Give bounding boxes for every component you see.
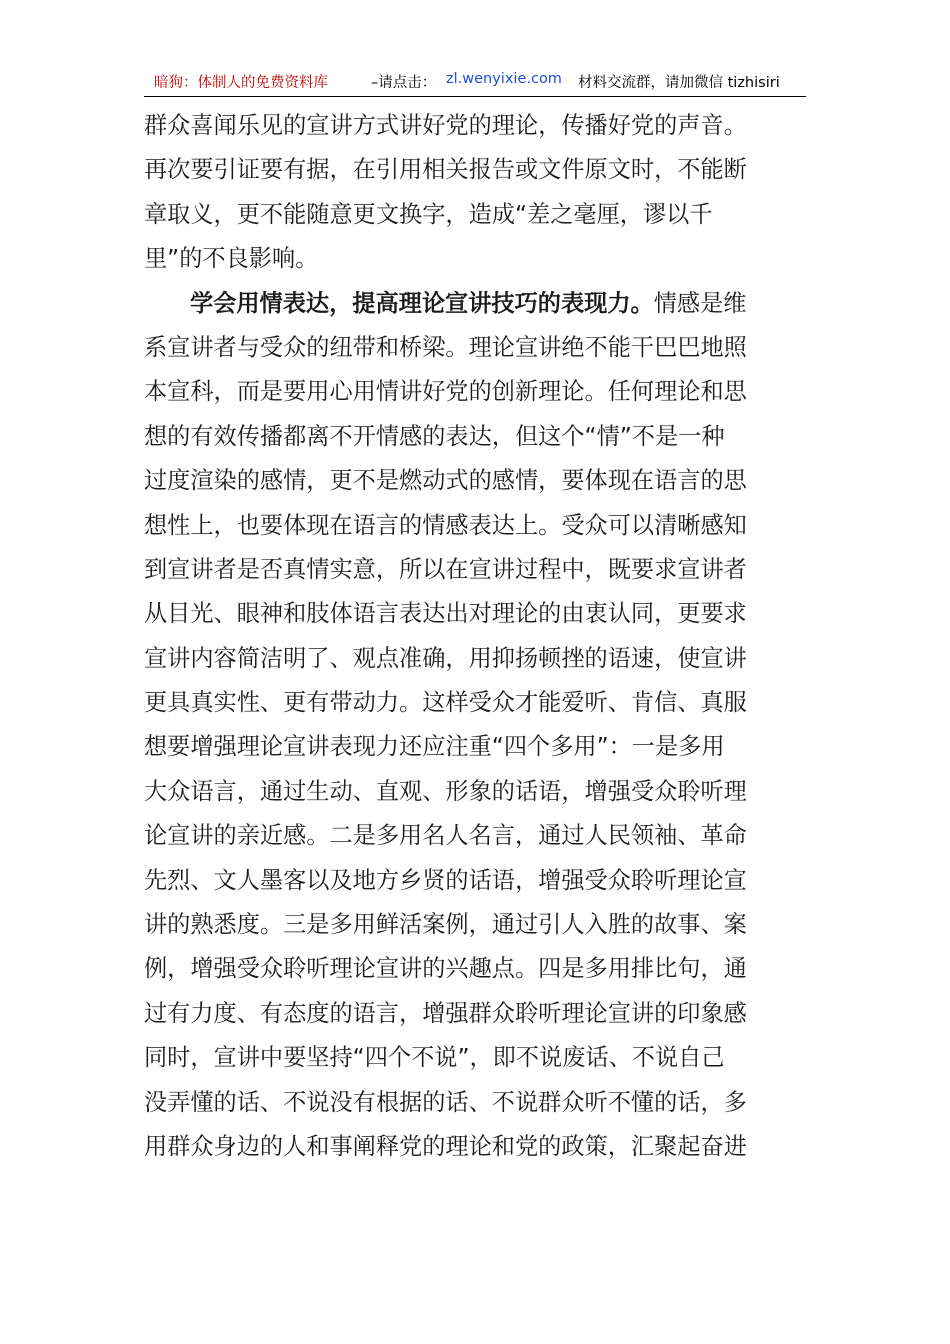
text-line: 先烈、文人墨客以及地方乡贤的话语，增强受众聆听理论宣 — [144, 866, 747, 894]
text-line: 想的有效传播都离不开情感的表达，但这个“情”不是一种 — [144, 422, 725, 450]
text-line: 例，增强受众聆听理论宣讲的兴趣点。四是多用排比句，通 — [144, 955, 747, 983]
text-line: 论宣讲的亲近感。二是多用名人名言，通过人民领袖、革命 — [144, 822, 747, 850]
text-line: 用群众身边的人和事阐释党的理论和党的政策，汇聚起奋进 — [144, 1132, 747, 1160]
header-brand: 暗狗：体制人的免费资料库 — [154, 75, 328, 91]
text-line: 同时，宣讲中要坚持“四个不说”，即不说废话、不说自己 — [144, 1044, 725, 1072]
header-wechat-info: 材料交流群，请加微信 tizhisiri — [578, 75, 780, 91]
text-line: 再次要引证要有据，在引用相关报告或文件原文时，不能断 — [144, 156, 747, 184]
text-line: 本宣科，而是要用心用情讲好党的创新理论。任何理论和思 — [144, 378, 747, 406]
text-line: 讲的熟悉度。三是多用鲜活案例，通过引人入胜的故事、案 — [144, 911, 747, 939]
paragraph-bold-lead: 学会用情表达，提高理论宣讲技巧的表现力。 — [190, 289, 654, 317]
text-line: 大众语言，通过生动、直观、形象的话语，增强受众聆听理 — [144, 777, 747, 805]
text-line: 系宣讲者与受众的纽带和桥梁。理论宣讲绝不能干巴巴地照 — [144, 333, 747, 361]
text-line: 没弄懂的话、不说没有根据的话、不说群众听不懂的话，多 — [144, 1088, 747, 1116]
header-url-link[interactable]: zl.wenyixie.com — [446, 71, 562, 87]
text-line: 想性上，也要体现在语言的情感表达上。受众可以清晰感知 — [144, 511, 747, 539]
text-line: 过有力度、有态度的语言，增强群众聆听理论宣讲的印象感 — [144, 999, 747, 1027]
paragraph-heading-line — [144, 282, 806, 326]
text-line: 想要增强理论宣讲表现力还应注重“四个多用”：一是多用 — [144, 733, 725, 761]
body-text — [144, 104, 806, 1169]
text-line: 宣讲内容简洁明了、观点准确，用抑扬顿挫的语速，使宣讲 — [144, 644, 747, 672]
text-line: 更具真实性、更有带动力。这样受众才能爱听、肯信、真服 — [144, 689, 747, 717]
page-header — [144, 66, 806, 97]
text-line: 章取义，更不能随意更文换字，造成“差之毫厘，谬以千 — [144, 200, 713, 228]
text-line: 到宣讲者是否真情实意，所以在宣讲过程中，既要求宣讲者 — [144, 555, 747, 583]
header-click-label: –请点击： — [371, 75, 437, 91]
text-line: 群众喜闻乐见的宣讲方式讲好党的理论，传播好党的声音。 — [144, 112, 747, 139]
paragraph-lead-rest: 情感是维 — [653, 289, 747, 317]
text-line: 从目光、眼神和肢体语言表达出对理论的由衷认同，更要求 — [144, 600, 747, 628]
text-line: 里”的不良影响。 — [144, 245, 319, 273]
text-line: 过度渲染的感情，更不是燃动式的感情，要体现在语言的思 — [144, 467, 747, 495]
